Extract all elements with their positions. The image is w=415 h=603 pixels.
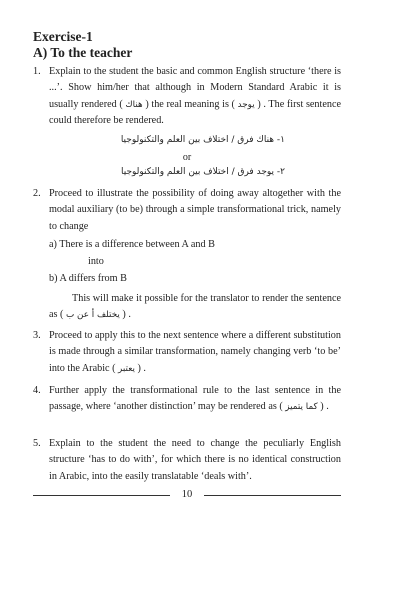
item-number: 3.: [33, 330, 41, 341]
item-text: Proceed to illustrate the possibility of doing away altogether with the modal auxiliary (to be) through a simple transformational trick, namely to change: [49, 188, 341, 232]
explanation-paragraph: [49, 291, 341, 324]
instruction-item-5: [33, 436, 341, 485]
arabic-translation: يختلف أ عن ب: [65, 310, 120, 321]
instruction-item-3: [33, 328, 341, 377]
section-heading: A) To the teacher: [33, 45, 133, 60]
item-text-end: ) . The first sentence could therefore be rendered.: [49, 98, 342, 127]
item-number: 5.: [33, 438, 41, 449]
item-number: 2.: [33, 188, 41, 199]
item-text: [49, 64, 341, 130]
item-text-middle: ) the real meaning is (: [145, 98, 235, 110]
item-text-end: ) .: [320, 401, 329, 413]
arabic-example-1: ١- هناك فرق / اختلاف بين العلم والتكنولوجيا: [120, 135, 285, 145]
arabic-term-yutabar: يعتبر: [118, 363, 135, 374]
item-text: [49, 383, 341, 416]
instruction-item-2: [33, 186, 341, 235]
item-text-start: Further apply the transformational rule to the last sentence in the passage, where ‘another distinction’ may be rendered as (: [49, 385, 341, 413]
item-number: 1.: [33, 66, 41, 77]
item-text: Explain to the student the need to change the peculiarly English structure ‘has to do with’, for which there is no identical construction in Arabic, into the easily translatable ‘deals with’.: [49, 438, 341, 482]
instruction-item-1: [33, 64, 341, 130]
arabic-term-yujad: يوجد: [237, 99, 255, 110]
item-text-start: Explain to the student the basic and common English structure ‘there is ...’. Show him/her that although in Modern Standard Arabic it is usually rendered (: [49, 66, 341, 110]
page-number: 10: [181, 489, 193, 500]
example-sentence-a: a) There is a difference between A and B: [49, 239, 215, 250]
footer-rule-right: [204, 495, 341, 496]
item-text: [49, 328, 341, 377]
arabic-term-kama-yatamayyaz: كما يتميز: [285, 402, 318, 413]
paragraph-text-start: This will make it possible for the translator to render the sentence as (: [49, 293, 341, 321]
arabic-example-2: ٢- يوجد فرق / اختلاف بين العلم والتكنولوجيا: [120, 167, 285, 177]
arabic-term-hunaka: هناك: [125, 99, 143, 110]
or-separator: or: [182, 152, 192, 163]
item-text-end: ) .: [137, 362, 146, 374]
exercise-heading: Exercise-1: [33, 29, 93, 44]
item-number: 4.: [33, 385, 41, 396]
instruction-item-4: [33, 383, 341, 416]
into-connector: into: [88, 256, 104, 267]
example-sentence-b: b) A differs from B: [49, 273, 127, 284]
item-text-start: Proceed to apply this to the next sentence where a different substitution is made through a similar transformation, namely changing verb ‘to be’ into the Arabic (: [49, 330, 341, 374]
paragraph-text-end: ) .: [122, 309, 131, 321]
